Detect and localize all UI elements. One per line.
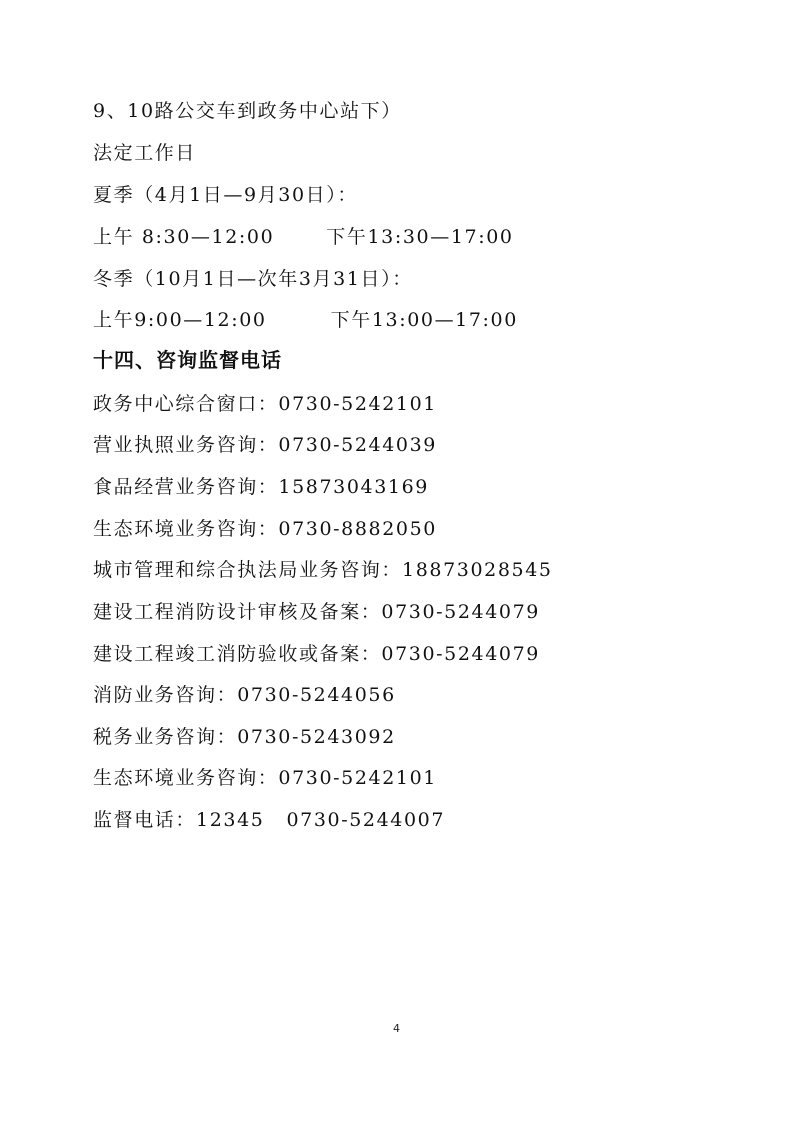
supervision-line <box>93 806 445 834</box>
supervision-label: 监督电话：12345 <box>93 809 265 831</box>
transport-line: 9、10路公交车到政务中心站下） <box>93 100 402 122</box>
contact-line: 城市管理和综合执法局业务咨询：18873028545 <box>93 559 553 581</box>
section-heading: 十四、咨询监督电话 <box>93 348 282 372</box>
summer-hours-row <box>93 223 514 251</box>
contact-line: 政务中心综合窗口：0730-5242101 <box>93 393 437 415</box>
winter-hours-row <box>93 306 518 334</box>
contact-line: 生态环境业务咨询：0730-5242101 <box>93 767 437 789</box>
contact-line: 营业执照业务咨询：0730-5244039 <box>93 434 437 456</box>
winter-season-label: 冬季（10月1日—次年3月31日）： <box>93 268 413 290</box>
contact-line: 建设工程消防设计审核及备案：0730-5244079 <box>93 601 540 623</box>
summer-season-label: 夏季（4月1日—9月30日）： <box>93 184 358 206</box>
winter-afternoon-hours: 下午13:00—17:00 <box>330 309 518 331</box>
contact-line: 食品经营业务咨询：15873043169 <box>93 476 429 498</box>
supervision-second-number: 0730-5244007 <box>286 809 446 831</box>
page-number: 4 <box>393 1022 400 1035</box>
summer-morning-hours: 上午 8:30—12:00 <box>93 226 275 248</box>
contact-line: 税务业务咨询：0730-5243092 <box>93 726 396 748</box>
summer-afternoon-hours: 下午13:30—17:00 <box>326 226 514 248</box>
winter-morning-hours: 上午9:00—12:00 <box>93 309 267 331</box>
contact-line: 消防业务咨询：0730-5244056 <box>93 684 396 706</box>
work-schedule-title: 法定工作日 <box>93 142 197 164</box>
contact-line: 建设工程竣工消防验收或备案：0730-5244079 <box>93 643 540 665</box>
contact-line: 生态环境业务咨询：0730-8882050 <box>93 518 437 540</box>
